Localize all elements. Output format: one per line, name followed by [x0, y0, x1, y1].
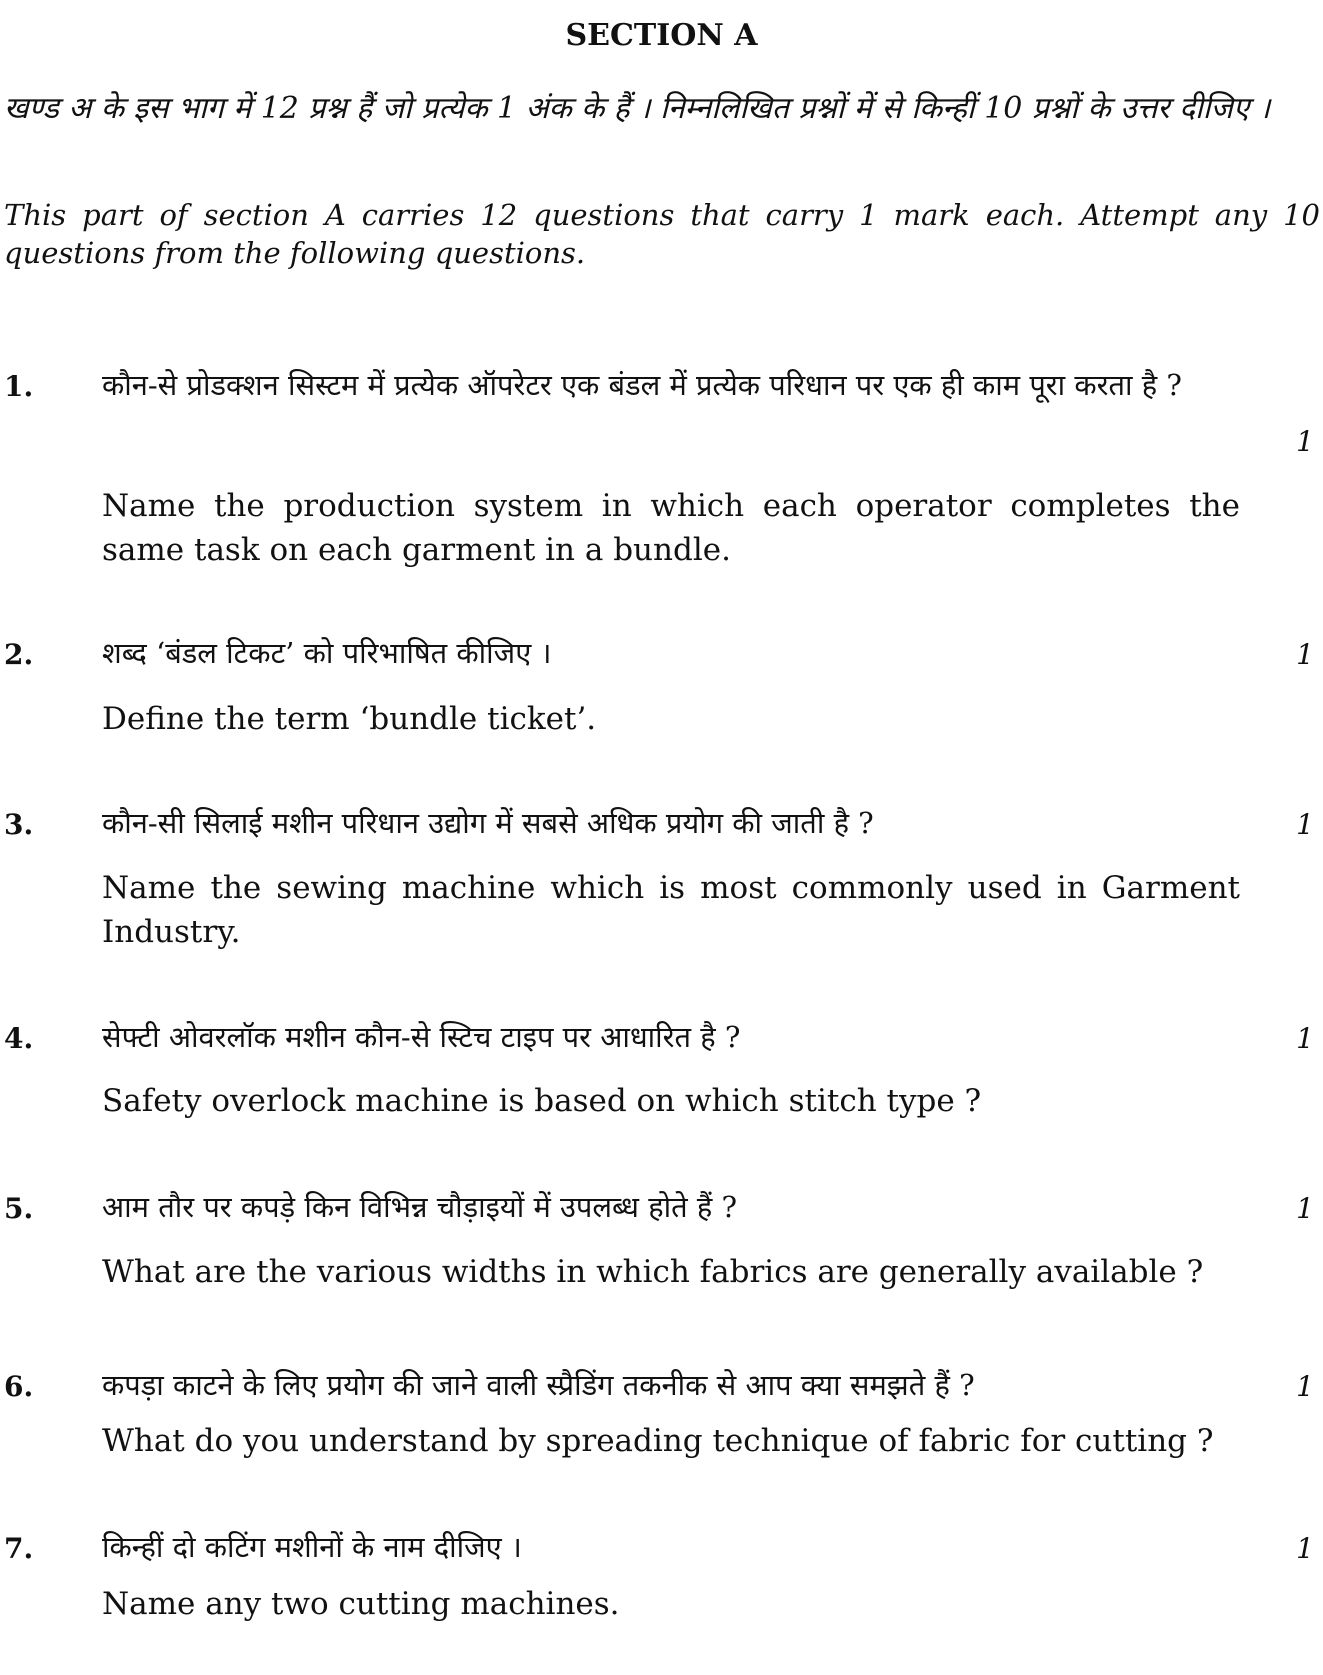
question-english: Name any two cutting machines.	[102, 1586, 620, 1622]
question-marks: 1	[1296, 1022, 1314, 1055]
question-marks: 1	[1296, 638, 1314, 671]
question-number: 1.	[4, 370, 34, 403]
question-hindi: किन्हीं दो कटिंग मशीनों के नाम दीजिए ।	[102, 1530, 522, 1564]
question-english: What do you understand by spreading technique of fabric for cutting ?	[102, 1423, 1214, 1459]
question-number: 6.	[4, 1370, 34, 1403]
question-hindi: सेफ्टी ओवरलॉक मशीन कौन-से स्टिच टाइप पर आधारित है ?	[102, 1020, 741, 1054]
question-number: 7.	[4, 1532, 34, 1565]
instructions-hindi: खण्ड अ के इस भाग में 12 प्रश्न हैं जो प्रत्येक 1 अंक के हैं । निम्नलिखित प्रश्नों में से किन्हीं 10 प्रश्नों के उत्तर दीजिए ।	[4, 91, 1271, 126]
question-marks: 1	[1296, 425, 1314, 458]
question-hindi: कौन-सी सिलाई मशीन परिधान उद्योग में सबसे अधिक प्रयोग की जाती है ?	[102, 806, 874, 840]
question-marks: 1	[1296, 808, 1314, 841]
question-english: Safety overlock machine is based on which stitch type ?	[102, 1083, 982, 1119]
question-marks: 1	[1296, 1370, 1314, 1403]
question-english: Name the sewing machine which is most commonly used in Garment Industry.	[102, 870, 1240, 950]
question-marks: 1	[1296, 1532, 1314, 1565]
question-marks: 1	[1296, 1192, 1314, 1225]
question-hindi: आम तौर पर कपड़े किन विभिन्न चौड़ाइयों में उपलब्ध होते हैं ?	[102, 1190, 738, 1224]
question-english: Name the production system in which each operator completes the same task on each garment in a bundle.	[102, 488, 1240, 568]
section-title: SECTION A	[565, 18, 758, 53]
question-number: 5.	[4, 1192, 34, 1225]
question-hindi: कपड़ा काटने के लिए प्रयोग की जाने वाली स्प्रैडिंग तकनीक से आप क्या समझते हैं ?	[102, 1368, 975, 1402]
question-number: 2.	[4, 638, 34, 671]
question-number: 3.	[4, 808, 34, 841]
question-number: 4.	[4, 1022, 34, 1055]
question-hindi: शब्द ‘बंडल टिकट’ को परिभाषित कीजिए ।	[102, 636, 552, 670]
question-english: What are the various widths in which fabrics are generally available ?	[102, 1254, 1204, 1290]
question-english: Define the term ‘bundle ticket’.	[102, 701, 597, 737]
question-hindi: कौन-से प्रोडक्शन सिस्टम में प्रत्येक ऑपरेटर एक बंडल में प्रत्येक परिधान पर एक ही काम पूरा करता है ?	[102, 368, 1182, 402]
instructions-english: This part of section A carries 12 questions that carry 1 mark each. Attempt any 10 questions from the following questions.	[4, 198, 1320, 270]
